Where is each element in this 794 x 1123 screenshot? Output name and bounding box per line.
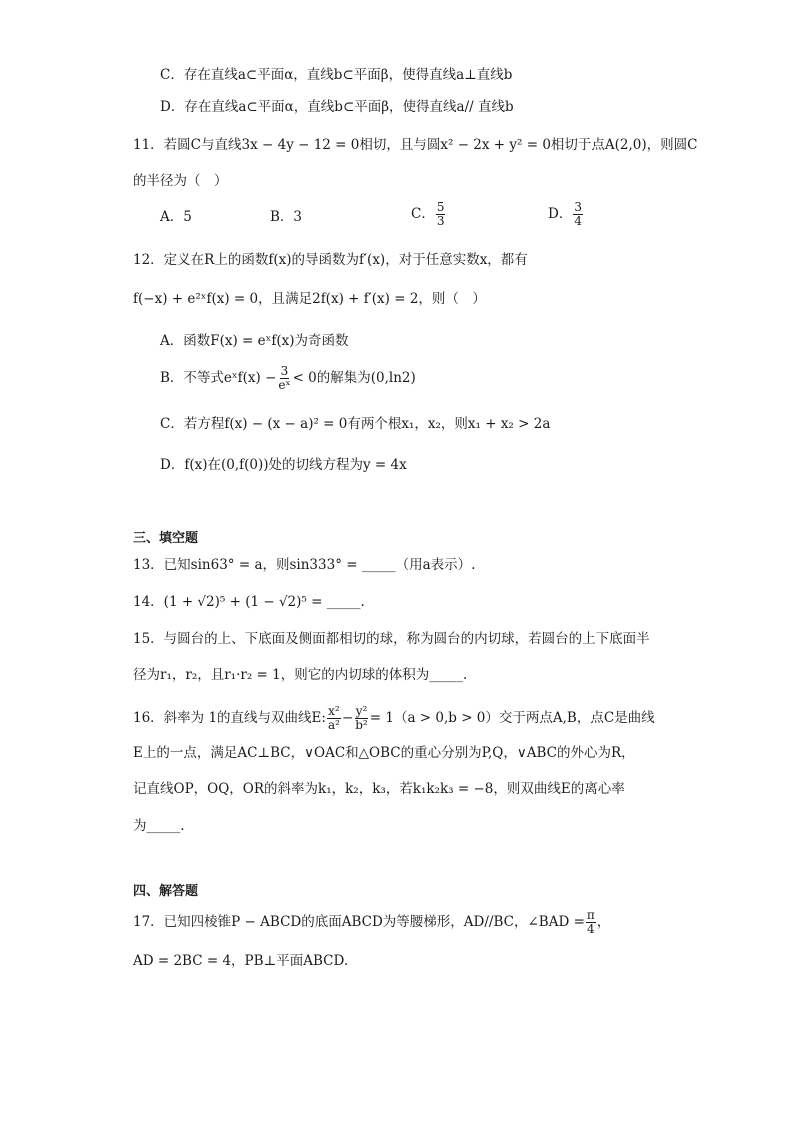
q17-prefix: 17．已知四棱锥P − ABCD的底面ABCD为等腰梯形，AD//BC，∠BAD = <box>133 914 585 930</box>
q12-option-a: A．函数F(x) = eˣf(x)为奇函数 <box>160 333 349 349</box>
q11-stem-cont: 的半径为（ ） <box>133 173 228 189</box>
q17-stem-cont: AD = 2BC = 4，PB⊥平面ABCD. <box>133 953 349 969</box>
q11-stem: 11．若圆C与直线3x − 4y − 12 = 0相切，且与圆x² − 2x + y² = 0相切于点A(2,0)，则圆C <box>133 137 698 153</box>
q15-stem-cont: 径为r₁，r₂，且r₁·r₂ = 1，则它的内切球的体积为_____. <box>133 667 468 683</box>
q13: 13．已知sin63° = a，则sin333° = _____（用a表示）. <box>133 557 476 573</box>
q12-option-b-suffix: < 0的解集为(0,ln2) <box>292 370 416 386</box>
q11-c-denominator: 3 <box>436 214 445 228</box>
q15-stem: 15．与圆台的上、下底面及侧面都相切的球，称为圆台的内切球，若圆台的上下底面半 <box>133 631 650 647</box>
q11-option-d-fraction <box>573 201 583 228</box>
q11-option-c-label: C． <box>411 206 435 222</box>
q12-option-d: D．f(x)在(0,f(0))处的切线方程为y = 4x <box>160 457 407 473</box>
q11-option-a: A．5 <box>160 209 192 225</box>
q16-suffix: = 1（a > 0,b > 0）交于两点A,B，点C是曲线 <box>369 710 655 726</box>
q12-option-b <box>160 365 416 392</box>
q12-stem-cont: f(−x) + e²ˣf(x) = 0，且满足2f(x) + f′(x) = 2，则（ ） <box>133 291 486 307</box>
q16-stem-cont-2: 记直线OP，OQ，OR的斜率为k₁，k₂，k₃，若k₁k₂k₃ = −8，则双曲线E的离心率 <box>133 781 625 797</box>
q11-option-b: B．3 <box>270 209 303 225</box>
section-heading-solutions: 四、解答题 <box>133 884 199 899</box>
q16-minus: − <box>341 710 354 726</box>
q16-x-numerator: x² <box>328 704 340 718</box>
q16-stem <box>133 705 655 732</box>
q10-option-d: D．存在直线a⊂平面α，直线b⊂平面β，使得直线a// 直线b <box>160 99 514 115</box>
q17-denominator: 4 <box>587 922 595 936</box>
q16-y-numerator: y² <box>355 704 368 718</box>
q12-b-denominator: eˣ <box>278 378 291 392</box>
q11-d-denominator: 4 <box>574 214 582 228</box>
section-heading-fill-in: 三、填空题 <box>133 531 199 546</box>
q17-angle-fraction <box>586 909 596 936</box>
q16-y-denominator: b² <box>355 718 368 732</box>
q16-stem-cont-3: 为_____. <box>133 818 185 834</box>
q10-option-c: C．存在直线a⊂平面α，直线b⊂平面β，使得直线a⊥直线b <box>160 67 513 83</box>
q12-b-numerator: 3 <box>280 364 289 378</box>
q11-c-numerator: 5 <box>436 200 445 214</box>
q16-prefix: 16．斜率为 1的直线与双曲线E: <box>133 710 326 726</box>
q17-suffix: ， <box>596 914 611 930</box>
q12-option-c: C．若方程f(x) − (x − a)² = 0有两个根x₁，x₂，则x₁ + x₂ > 2a <box>160 416 551 432</box>
q11-option-c <box>411 201 446 228</box>
q12-option-b-fraction <box>277 365 291 392</box>
q12-stem: 12．定义在R上的函数f(x)的导函数为f′(x)，对于任意实数x，都有 <box>133 252 528 268</box>
q11-option-d-label: D． <box>548 206 573 222</box>
q16-x-denominator: a² <box>327 718 340 732</box>
q12-option-b-prefix: B．不等式eˣf(x) − <box>160 370 277 386</box>
q16-stem-cont-1: E上的一点，满足AC⊥BC，∨OAC和△OBC的重心分别为P,Q，∨ABC的外心为R， <box>133 745 635 761</box>
q11-option-d <box>548 201 584 228</box>
q16-x-fraction <box>327 705 341 732</box>
q16-y-fraction <box>354 705 369 732</box>
q17-numerator: π <box>586 908 595 922</box>
q17-stem <box>133 909 610 936</box>
q11-option-c-fraction <box>436 201 446 228</box>
q11-d-numerator: 3 <box>574 200 582 214</box>
q14: 14．(1 + √2)⁵ + (1 − √2)⁵ = _____. <box>133 594 365 610</box>
